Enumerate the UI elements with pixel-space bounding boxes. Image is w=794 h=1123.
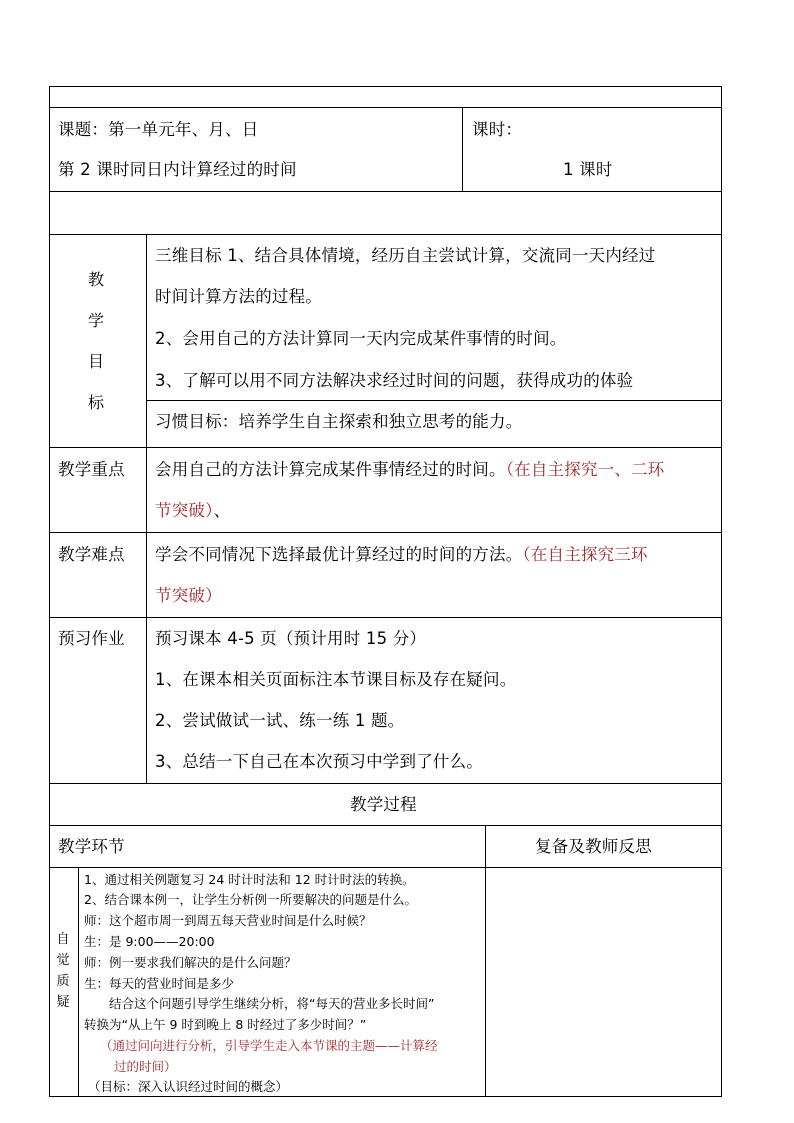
process-note: 过的时间） — [114, 1059, 177, 1074]
table-border — [49, 783, 722, 784]
table-border — [49, 617, 722, 618]
objective-line: 时间计算方法的过程。 — [155, 287, 322, 306]
table-border — [49, 234, 722, 235]
preview-line: 3、总结一下自己在本次预习中学到了什么。 — [155, 752, 483, 771]
process-goal: （目标：深入认识经过时间的概念） — [88, 1079, 289, 1094]
table-border — [49, 191, 722, 192]
table-border — [462, 107, 463, 191]
section-label-char: 质 — [56, 974, 70, 989]
table-border — [49, 447, 722, 448]
process-title: 教学过程 — [350, 795, 417, 814]
table-border — [721, 86, 722, 1097]
key-point-main: 会用自己的方法计算完成某件事情经过的时间。 — [155, 460, 506, 479]
table-border — [49, 86, 50, 1097]
preview-line: 预习课本 4-5 页（预计用时 15 分） — [155, 629, 427, 648]
process-line: 1、通过相关例题复习 24 时计时法和 12 时计时法的转换。 — [84, 872, 415, 887]
objectives-label-char: 标 — [87, 393, 104, 412]
difficulty-note-end: 节突破） — [155, 586, 222, 605]
table-border — [485, 825, 486, 1096]
table-border — [49, 825, 722, 826]
process-line: 2、结合课本例一，让学生分析例一所要解决的问题是什么。 — [84, 892, 417, 907]
objectives-label-char: 教 — [87, 270, 104, 289]
difficulty-main: 学会不同情况下选择最优计算经过的时间的方法。 — [155, 545, 523, 564]
topic-subtitle: 第 2 课时同日内计算经过的时间 — [58, 160, 297, 179]
process-line: 转换为“从上午 9 时到晚上 8 时经过了多少时间？” — [84, 1017, 367, 1032]
objective-line: 3、了解可以用不同方法解决求经过时间的问题，获得成功的体验 — [155, 371, 634, 390]
process-line: 结合这个问题引导学生继续分析，将“每天的营业多长时间” — [84, 996, 435, 1011]
key-point-note-end: 节突破） — [155, 501, 214, 520]
process-col-right: 复备及教师反思 — [535, 837, 652, 856]
key-point-text — [155, 460, 664, 480]
difficulty-label: 教学难点 — [58, 545, 125, 564]
objectives-label-char: 目 — [87, 352, 104, 371]
preview-line: 2、尝试做试一试、练一练 1 题。 — [155, 711, 405, 730]
preview-label: 预习作业 — [58, 629, 125, 648]
process-line: 生：每天的营业时间是多少 — [84, 976, 235, 991]
objective-line: 三维目标 1、结合具体情境，经历自主尝试计算，交流同一天内经过 — [155, 246, 656, 265]
process-line: 师：例一要求我们解决的是什么问题？ — [84, 955, 297, 970]
preview-line: 1、在课本相关页面标注本节课目标及存在疑问。 — [155, 670, 517, 689]
key-point-note: （在自主探究一、二环 — [505, 460, 665, 479]
habit-objective: 习惯目标：培养学生自主探索和独立思考的能力。 — [155, 412, 523, 431]
key-point-tail: 、 — [213, 501, 231, 520]
table-border — [49, 867, 722, 868]
process-note: （通过问向进行分析，引导学生走入本节课的主题——计算经 — [100, 1038, 438, 1053]
section-label-char: 自 — [56, 932, 70, 947]
process-line: 生：是 9:00——20:00 — [84, 934, 215, 949]
table-border — [146, 234, 147, 783]
section-label-char: 觉 — [56, 953, 70, 968]
period-value: 1 课时 — [563, 160, 613, 179]
difficulty-text — [155, 545, 648, 565]
table-border — [146, 400, 722, 401]
difficulty-note: （在自主探究三环 — [522, 545, 648, 564]
key-point-label: 教学重点 — [58, 460, 125, 479]
objective-line: 2、会用自己的方法计算同一天内完成某件事情的时间。 — [155, 329, 567, 348]
table-border — [49, 1096, 722, 1097]
process-col-left: 教学环节 — [58, 837, 125, 856]
table-border — [49, 107, 722, 108]
key-point-text-2 — [155, 501, 230, 521]
section-label-char: 疑 — [56, 995, 70, 1010]
table-border — [78, 867, 79, 1096]
objectives-label-char: 学 — [87, 311, 104, 330]
process-line: 师：这个超市周一到周五每天营业时间是什么时候？ — [84, 913, 372, 928]
period-label: 课时： — [472, 120, 523, 139]
topic-title: 课题：第一单元年、月、日 — [58, 120, 259, 139]
table-border — [49, 86, 722, 87]
table-border — [49, 532, 722, 533]
